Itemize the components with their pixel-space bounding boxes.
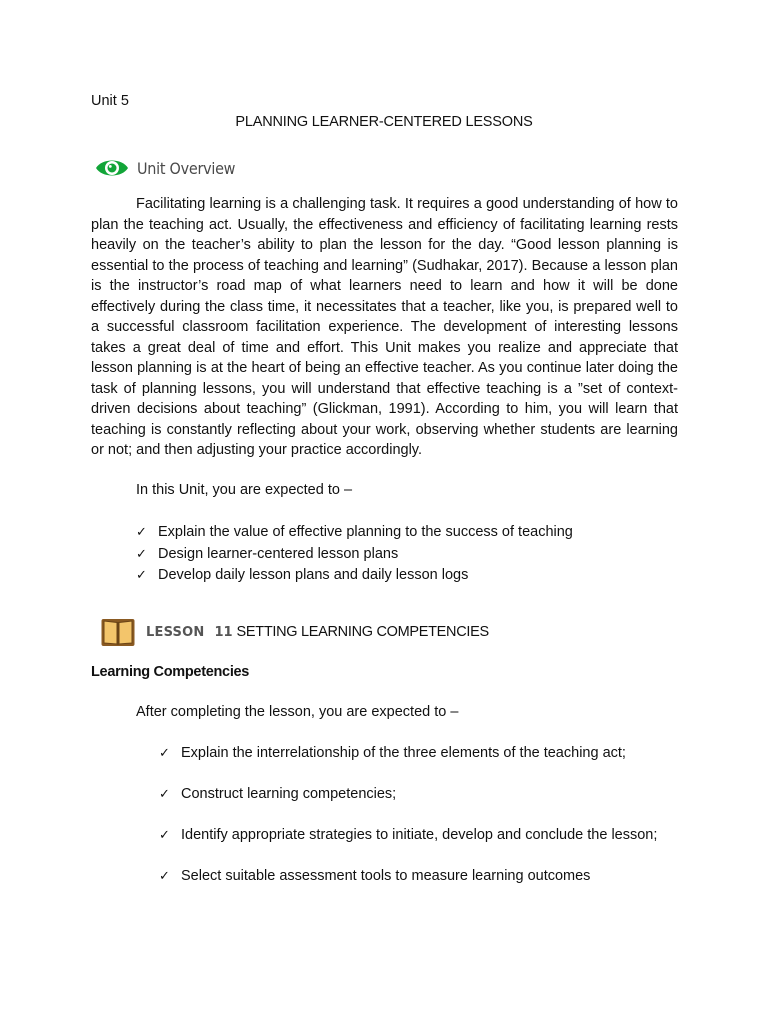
check-icon: ✓ [136,546,147,562]
unit-overview-heading: Unit Overview [137,158,236,178]
unit-label: Unit 5 [91,93,129,109]
competency-text: Explain the interrelationship of the three elements of the teaching act; [181,745,626,761]
book-icon [100,615,136,649]
lesson-number: 11 [214,624,233,640]
competency-text: Identify appropriate strategies to initiate, develop and conclude the lesson; [181,827,658,843]
lesson-title: SETTING LEARNING COMPETENCIES [236,624,489,640]
list-item [136,544,573,566]
list-item [159,827,657,868]
objectives-intro: In this Unit, you are expected to – [136,482,353,498]
check-icon: ✓ [159,869,170,884]
unit-title: PLANNING LEARNER-CENTERED LESSONS [235,114,533,130]
check-icon: ✓ [159,787,170,802]
competencies-intro: After completing the lesson, you are expected to – [136,704,459,720]
objective-text: Design learner-centered lesson plans [158,545,399,562]
competency-text: Construct learning competencies; [181,786,397,802]
list-item [159,786,657,827]
learning-competencies-heading: Learning Competencies [91,664,250,680]
list-item [136,522,573,544]
check-icon: ✓ [136,525,147,540]
competencies-list [159,745,657,909]
objectives-list [136,522,573,587]
list-item [159,868,657,909]
competency-text: Select suitable assessment tools to measure learning outcomes [181,868,591,884]
lesson-word: LESSON [146,624,205,640]
check-icon: ✓ [136,568,147,583]
objective-text: Develop daily lesson plans and daily lesson logs [158,567,469,583]
overview-paragraph: Facilitating learning is a challenging task. It requires a good understanding of how to plan the teaching act. Usually, the effectiveness and efficiency of facilitating learning rests heavily on the teacher’s ability to plan the lesson for the day. “Good lesson planning is essential to the process of teaching and learning” (Sudhakar, 2017). Because a lesson plan is the instructor’s road map of what learners need to learn and how it will be done effectively during the class time, it necessitates that a teacher, like you, is prepared well to a successful classroom facilitation experience. The development of interesting lessons takes a great deal of time and effort. This Unit makes you realize and appreciate that lesson planning is at the heart of being an effective teacher. As you continue later doing the task of planning lessons, you will understand that effective teaching is a ”set of context-driven decisions about teaching” (Glickman, 1991). According to him, you will learn that teaching is constantly reflecting about your work, observing whether students are learning or not; and then adjusting your practice accordingly. [91,196,678,458]
list-item [159,745,657,786]
check-icon: ✓ [159,828,170,843]
lesson-heading-row [100,614,489,650]
check-icon: ✓ [159,746,170,761]
objective-text: Explain the value of effective planning to the success of teaching [158,524,573,540]
eye-icon [95,156,129,180]
unit-overview-heading-row [95,154,246,182]
list-item [136,565,573,587]
